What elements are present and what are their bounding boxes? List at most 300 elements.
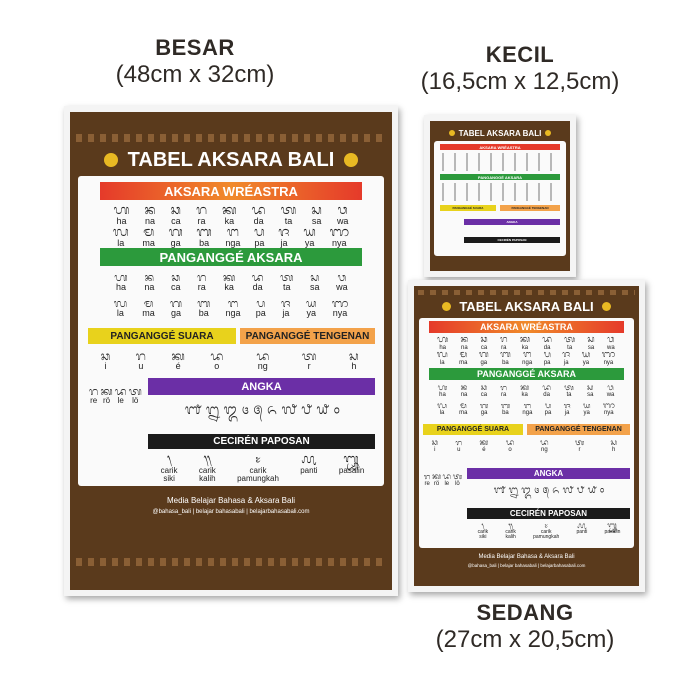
aksara-glyph: ᬓ	[479, 438, 489, 447]
pangangge-da	[252, 272, 264, 292]
aksara-glyph: ᬢ	[280, 271, 294, 284]
paposan-item	[505, 522, 516, 540]
wreastra-ga	[479, 351, 489, 366]
logo-icon	[344, 153, 358, 167]
band-pangangge-tengenan: PANGANGGÉ TENGENAN	[527, 424, 630, 435]
latin-label: la	[117, 238, 125, 248]
paposan-item	[237, 454, 279, 483]
pangangge-nga	[522, 402, 532, 416]
wreastra-ma	[459, 351, 467, 366]
latin-label: ta	[566, 392, 572, 398]
pangangge-suara-row	[88, 350, 236, 371]
paposan-item	[161, 454, 178, 483]
footer-web: belajarbahasabali.com	[249, 509, 310, 515]
latin-label: ya	[306, 308, 316, 318]
aksara-glyph: ᬤ	[251, 203, 266, 218]
paposan-label: carik	[160, 465, 178, 475]
pangangge-na	[144, 272, 154, 292]
wreastra-ya	[582, 351, 591, 366]
aksara-glyph: ᬮ	[437, 401, 447, 410]
wreastra-ja	[562, 351, 570, 366]
poster-footer: Media Belajar Bahasa & Aksara Bali @bahasa_bali | belajar bahasabali | belajarbahasabali.com	[467, 554, 586, 568]
aksara-glyph: ᬜ	[601, 350, 616, 360]
aksara-glyph: ᬗ	[227, 297, 239, 310]
vowel-lö	[129, 386, 142, 405]
band-pangangge-tengenan: PANGANGGÉ TENGENAN	[500, 205, 560, 211]
latin-label: o	[214, 361, 220, 371]
latin-label: ra	[501, 345, 507, 351]
latin-label: ma	[459, 360, 468, 366]
latin-label: ra	[197, 282, 206, 292]
wreastra-row-1	[106, 204, 356, 226]
tengenan-h	[610, 439, 616, 453]
aksara-glyph: ᬫ	[459, 350, 468, 360]
band-paposan: CECIRÉN PAPOSAN	[148, 434, 375, 449]
latin-label: ma	[142, 308, 155, 318]
suara-u	[136, 350, 146, 371]
latin-label: ka	[224, 282, 234, 292]
latin-label: ka	[224, 216, 235, 226]
latin-label: ha	[116, 216, 127, 226]
latin-label: é	[175, 361, 181, 371]
footer-ig: @bahasa_bali	[152, 509, 191, 515]
latin-label: ha	[116, 282, 127, 292]
pangangge-ga	[170, 298, 182, 318]
band-angka: ANGKA	[148, 378, 375, 395]
poster-kecil-title: TABEL AKSARA BALI	[430, 127, 570, 139]
poster-besar-title	[70, 146, 392, 174]
poster-title-text: TABEL AKSARA BALI	[127, 148, 335, 171]
latin-label: ca	[480, 345, 488, 351]
paposan-item	[605, 522, 621, 540]
aksara-glyph: ᬓ	[171, 349, 185, 363]
footer-social: belajar bahasabali	[195, 509, 245, 515]
aksara-glyph: ᬘ	[480, 335, 488, 345]
aksara-glyph: ᬭ	[197, 271, 207, 284]
latin-label: ma	[459, 410, 468, 416]
wreastra-ha	[114, 204, 130, 226]
aksara-glyph: ᬭ	[196, 203, 208, 218]
tengenan-h	[349, 350, 359, 371]
paposan-item	[478, 522, 489, 540]
suara-i	[432, 439, 438, 453]
latin-label: ya	[304, 238, 315, 248]
latin-label: ja	[564, 410, 570, 416]
aksara-glyph: ᬯ	[607, 335, 615, 345]
aksara-glyph: ᬜ	[331, 297, 349, 310]
latin-label: rö	[433, 481, 440, 487]
poster-kecil	[424, 115, 576, 277]
aksara-glyph: ᬘ	[171, 271, 181, 284]
paposan-glyph: ᭟	[203, 452, 212, 467]
aksara-glyph: ᬳ	[437, 335, 449, 345]
suara-é	[479, 439, 488, 453]
latin-label: pa	[255, 308, 266, 318]
wreastra-nga	[225, 226, 240, 248]
pangangge-pa	[545, 402, 552, 416]
aksara-glyph: ᬯ	[607, 383, 614, 392]
logo-icon	[449, 130, 455, 136]
latin-label: nya	[332, 238, 347, 248]
latin-label: ka	[521, 345, 529, 351]
aksara-glyph: ᬳ	[437, 383, 448, 392]
latin-label: ta	[283, 282, 291, 292]
sedang-name: SEDANG	[476, 600, 574, 625]
chart-panel-kecil	[434, 141, 566, 256]
latin-label: ya	[582, 360, 590, 366]
paposan-label: carik	[477, 529, 489, 535]
latin-label: na	[145, 216, 156, 226]
aksara-glyph: ᬩ	[197, 297, 211, 310]
pangangge-ca	[481, 384, 487, 398]
latin-label: ng	[540, 447, 548, 453]
vowel-re	[89, 386, 98, 405]
vowel-lö	[453, 473, 463, 487]
wreastra-ca	[481, 336, 488, 351]
pangangge-wa	[607, 384, 615, 398]
chart-panel-sedang	[419, 318, 634, 548]
latin-label: wa	[607, 345, 615, 351]
aksara-glyph: ᬓ	[222, 203, 237, 218]
latin-label: rö	[102, 396, 111, 405]
suara-o	[506, 439, 515, 453]
paposan-glyph: ᭚	[577, 521, 587, 530]
aksara-glyph: ᬧ	[544, 401, 552, 410]
pangangge-ja	[281, 298, 291, 318]
aksara-glyph: ᬬ	[305, 297, 317, 310]
latin-label: ca	[171, 216, 181, 226]
suara-o	[210, 350, 223, 371]
tengenan-r	[575, 439, 585, 453]
paposan-item	[199, 454, 216, 483]
pangangge-ca	[171, 272, 181, 292]
wreastra-ta	[281, 204, 297, 226]
latin-label: ga	[480, 360, 488, 366]
sedang-dimension: (27cm x 20,5cm)	[435, 626, 615, 653]
logo-icon	[104, 153, 118, 167]
pangangge-sa	[310, 272, 320, 292]
logo-icon	[545, 130, 551, 136]
band-pangangge-aksara: PANGANGGÉ AKSARA	[429, 368, 624, 380]
aksara-glyph: ᬕ	[170, 297, 183, 310]
paposan-label: kalih	[199, 473, 216, 483]
pangangge-nya	[603, 402, 615, 416]
paposan-label: siki	[163, 473, 175, 483]
pangangge-ya	[306, 298, 317, 318]
pangangge-ga	[480, 402, 489, 416]
aksara-glyph: ᬓ	[100, 385, 113, 398]
aksara-glyph: ᬗ	[523, 401, 532, 410]
paposan-label: panti	[576, 529, 588, 535]
latin-label: nya	[603, 410, 614, 416]
besar-name: BESAR	[155, 35, 235, 60]
wreastra-row-1	[431, 336, 621, 351]
wreastra-ba	[500, 351, 511, 366]
footer-title: Media Belajar Bahasa & Aksara Bali	[166, 496, 296, 505]
wreastra-wa	[607, 336, 615, 351]
paposan-glyph: ᭝	[255, 452, 261, 467]
paposan-label: kalih	[505, 534, 516, 540]
wreastra-ka	[520, 336, 530, 351]
aksara-glyph: ᬚ	[563, 401, 571, 410]
latin-label: sa	[587, 345, 595, 351]
latin-label: ra	[500, 392, 507, 398]
wreastra-sa	[311, 204, 322, 226]
pangangge-ha	[438, 384, 448, 398]
aksara-glyph: ᬢ	[564, 383, 574, 392]
latin-label: da	[252, 282, 263, 292]
latin-label: ya	[583, 410, 590, 416]
wreastra-na	[461, 336, 469, 351]
aksara-glyph: ᬲ	[587, 383, 594, 392]
aksara-glyph: ᬗ	[522, 350, 532, 360]
aksara-glyph: ᬧ	[543, 350, 551, 360]
aksara-glyph: ᬧ	[256, 297, 266, 310]
pangangge-ha	[114, 272, 127, 292]
latin-label: na	[460, 392, 468, 398]
wreastra-row-2	[106, 226, 356, 248]
paposan-glyph: ᭝	[544, 521, 549, 530]
latin-label: le	[444, 481, 450, 487]
latin-label: ja	[282, 308, 290, 318]
pangangge-aksara-row-1	[431, 384, 621, 398]
poster-besar	[64, 106, 398, 596]
pangangge-wa	[336, 272, 348, 292]
band-wreastra: AKSARA WRÉASTRA	[100, 182, 362, 200]
aksara-glyph: ᬢ	[280, 203, 297, 218]
pangangge-suara-row	[423, 439, 523, 453]
aksara-glyph: ᬤ	[210, 349, 224, 363]
latin-label: ha	[439, 345, 446, 351]
latin-label: la	[116, 308, 124, 318]
latin-label: nga	[225, 308, 241, 318]
pangangge-sa	[587, 384, 593, 398]
vowel-le	[115, 386, 127, 405]
pangangge-ya	[583, 402, 591, 416]
paposan-glyph: ᭛	[607, 521, 618, 530]
aksara-glyph: ᬬ	[581, 350, 591, 360]
band-pangangge-suara: PANGANGGÉ SUARA	[440, 205, 496, 211]
tengenan-ng	[540, 439, 549, 453]
paposan-label: pasalin	[338, 465, 365, 475]
vowel-rö	[432, 473, 441, 487]
paposan-label: pamungkah	[237, 473, 279, 483]
wreastra-sa	[587, 336, 594, 351]
aksara-glyph: ᬜ	[602, 401, 615, 410]
side-vowel-column	[88, 386, 143, 405]
wreastra-nga	[522, 351, 532, 366]
poster-footer: Media Belajar Bahasa & Aksara Bali @bahasa_bali | belajar bahasabali | belajarbahasabali.com	[70, 496, 392, 515]
pangangge-da	[542, 384, 551, 398]
paposan-glyph: ᭚	[301, 452, 317, 467]
latin-label: ra	[197, 216, 206, 226]
latin-label: ta	[284, 216, 293, 226]
band-pangangge-aksara: PANGANGGÉ AKSARA	[100, 248, 362, 266]
tengenan-ng	[256, 350, 269, 371]
band-angka: ANGKA	[467, 468, 630, 479]
latin-label: ja	[563, 360, 569, 366]
poster-sedang-title: TABEL AKSARA BALI	[414, 297, 639, 315]
aksara-glyph: ᬩ	[196, 225, 212, 240]
paposan-label: siki	[479, 534, 487, 540]
pangangge-ta	[280, 272, 293, 292]
aksara-glyph: ᬫ	[143, 225, 155, 240]
kecil-name: KECIL	[485, 42, 555, 67]
band-paposan: CECIRÉN PAPOSAN	[467, 508, 630, 519]
latin-label: ca	[480, 392, 488, 398]
kecil-dimension: (16,5cm x 12,5cm)	[420, 68, 620, 95]
paposan-item	[533, 522, 559, 540]
latin-label: pa	[544, 410, 552, 416]
paposan-row	[150, 454, 375, 483]
pangangge-tengenan-row	[527, 439, 630, 453]
paposan-label: carik	[198, 465, 216, 475]
aksara-glyph: ᬤ	[114, 385, 127, 398]
aksara-glyph: ᬢ	[452, 472, 463, 481]
latin-label: r	[578, 447, 581, 453]
wreastra-ya	[303, 226, 315, 248]
paposan-item	[576, 522, 587, 540]
latin-label: é	[482, 447, 486, 453]
latin-label: nya	[332, 308, 348, 318]
latin-label: wa	[336, 216, 349, 226]
pangangge-nga	[226, 298, 241, 318]
aksara-glyph: ᬦ	[144, 271, 155, 284]
aksara-glyph: ᬫ	[459, 401, 467, 410]
latin-label: ga	[170, 238, 181, 248]
aksara-glyph: ᬚ	[562, 350, 571, 360]
paposan-glyph: ᭟	[508, 521, 514, 530]
aksara-glyph: ᬬ	[303, 225, 316, 240]
aksara-glyph: ᬓ	[519, 335, 530, 345]
aksara-glyph: ᬲ	[587, 335, 595, 345]
aksara-glyph: ᬘ	[431, 438, 439, 447]
wreastra-ja	[278, 226, 289, 248]
besar-dimension: (48cm x 32cm)	[115, 61, 275, 88]
latin-label: ha	[439, 392, 446, 398]
pangangge-ma	[459, 402, 467, 416]
latin-label: ja	[280, 238, 288, 248]
angka-row	[150, 400, 375, 425]
wreastra-ra	[196, 204, 207, 226]
aksara-glyph: ᬘ	[480, 383, 488, 392]
paposan-label: carik	[540, 529, 552, 535]
band-wreastra: AKSARA WRÉASTRA	[429, 321, 624, 333]
latin-label: ba	[198, 308, 209, 318]
latin-label: nya	[603, 360, 614, 366]
latin-label: pa	[543, 360, 551, 366]
band-pangangge-suara: PANGANGGÉ SUARA	[423, 424, 523, 435]
paposan-glyph: ᭞	[481, 521, 485, 530]
aksara-glyph: ᬭ	[89, 385, 99, 398]
aksara-glyph: ᬭ	[423, 472, 431, 481]
side-vowel-column	[423, 473, 463, 487]
latin-label: ga	[480, 410, 488, 416]
vowel-rö	[100, 386, 112, 405]
aksara-glyph: ᬬ	[582, 401, 591, 410]
logo-icon	[442, 302, 451, 311]
logo-icon	[602, 302, 611, 311]
pangangge-ba	[197, 298, 210, 318]
aksara-glyph: ᬕ	[479, 401, 489, 410]
latin-label: da	[543, 345, 551, 351]
wreastra-ka	[222, 204, 236, 226]
latin-label: sa	[310, 282, 320, 292]
latin-label: ca	[170, 282, 181, 292]
aksara-glyph: ᬮ	[112, 225, 129, 240]
latin-label: o	[508, 447, 512, 453]
latin-label: lö	[132, 396, 139, 405]
wreastra-da	[542, 336, 552, 351]
aksara-glyph: ᬲ	[311, 203, 322, 218]
aksara-glyph: ᬭ	[500, 335, 508, 345]
aksara-glyph: ᬕ	[478, 350, 489, 360]
suara-i	[101, 350, 111, 371]
aksara-glyph: ᬦ	[460, 335, 469, 345]
latin-label: h	[612, 447, 616, 453]
aksara-glyph: ᬯ	[337, 203, 348, 218]
aksara-glyph: ᬜ	[329, 225, 350, 240]
aksara-glyph: ᬲ	[610, 438, 617, 447]
pangangge-nya	[332, 298, 349, 318]
latin-label: h	[351, 361, 357, 371]
latin-label: wa	[336, 282, 348, 292]
pangangge-la	[114, 298, 127, 318]
wreastra-ba	[196, 226, 211, 248]
angka-glyphs: ᭑ ᭒ ᭓ ᭔ ᭕ ᭖ ᭗ ᭘ ᭙ ᭐	[493, 485, 605, 496]
pangangge-ba	[501, 402, 510, 416]
aksara-glyph: ᬲ	[348, 349, 359, 363]
aksara-glyph: ᬓ	[432, 472, 441, 481]
latin-label: u	[457, 447, 461, 453]
wreastra-pa	[544, 351, 551, 366]
wreastra-row-2	[431, 351, 621, 366]
aksara-glyph: ᬤ	[256, 349, 270, 363]
latin-label: la	[439, 360, 445, 366]
paposan-label: panti	[300, 465, 318, 475]
latin-label: i	[434, 447, 436, 453]
pangangge-aksara-row-2	[431, 402, 621, 416]
aksara-glyph: ᬤ	[505, 438, 515, 447]
latin-label: nga	[225, 238, 241, 248]
paposan-label: pasalin	[604, 529, 621, 535]
aksara-glyph: ᬮ	[113, 297, 128, 310]
paposan-row	[469, 522, 629, 540]
band-pangangge-tengenan: PANGANGGÉ TENGENAN	[240, 328, 375, 344]
aksara-glyph: ᬭ	[455, 438, 463, 447]
angka-glyphs: ᭑ ᭒ ᭓ ᭔ ᭕ ᭖ ᭗ ᭘ ᭙ ᭐	[184, 402, 341, 418]
kecil-label	[415, 42, 625, 96]
aksara-glyph: ᬓ	[222, 271, 236, 284]
aksara-glyph: ᬫ	[143, 297, 154, 310]
aksara-glyph: ᬢ	[574, 438, 585, 447]
aksara-glyph: ᬤ	[540, 438, 549, 447]
aksara-glyph: ᬓ	[520, 383, 530, 392]
wreastra-na	[145, 204, 156, 226]
paposan-label: pamungkah	[533, 534, 560, 540]
pangangge-pa	[256, 298, 266, 318]
pangangge-na	[461, 384, 468, 398]
latin-label: pa	[254, 238, 265, 248]
latin-label: ba	[199, 238, 210, 248]
pangangge-aksara-row-1	[106, 272, 356, 292]
aksara-glyph: ᬢ	[564, 335, 576, 345]
aksara-glyph: ᬘ	[170, 203, 181, 218]
pangangge-ka	[223, 272, 235, 292]
aksara-glyph: ᬤ	[542, 335, 552, 345]
aksara-glyph: ᬭ	[500, 383, 508, 392]
paposan-label: carik	[249, 465, 267, 475]
